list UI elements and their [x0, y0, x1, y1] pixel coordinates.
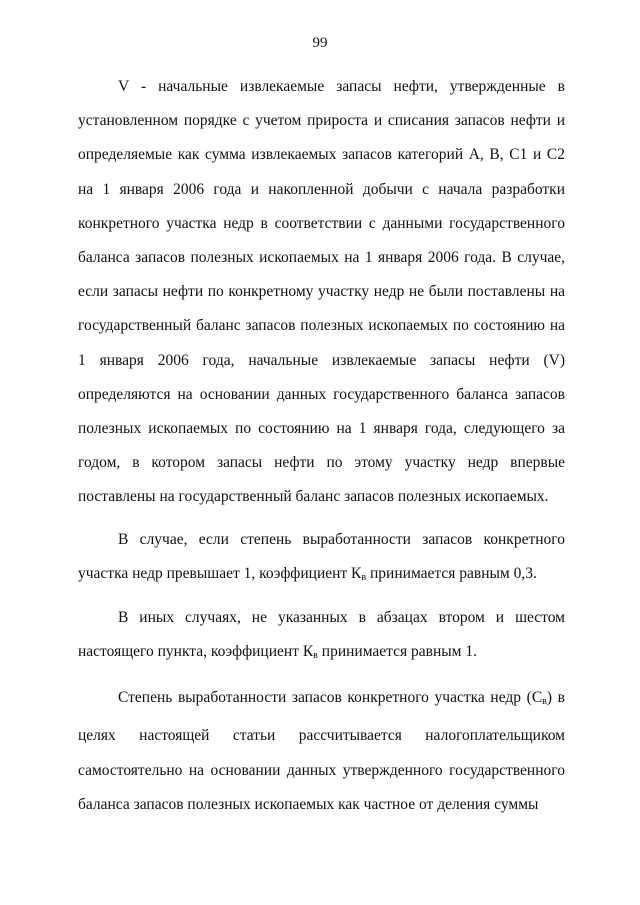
subscript-v: в	[542, 695, 547, 707]
page-number: 99	[312, 35, 328, 51]
paragraph-text: Степень выработанности запасов конкретного участка недр (С	[118, 688, 543, 706]
paragraph-depletion-degree	[78, 681, 565, 823]
subscript-v: в	[361, 571, 367, 583]
paragraph-text: В случае, если степень выработанности запасов конкретного участка недр превышает 1, коэффициент К	[78, 530, 565, 582]
paragraph-text: ) в целях настоящей статьи рассчитывается налогоплательщиком самостоятельно на основании данных утвержденного государственного баланса запасов полезных ископаемых как частное от деления суммы	[78, 688, 565, 814]
document-body	[78, 70, 565, 823]
paragraph-text: В иных случаях, не указанных в абзацах втором и шестом настоящего пункта, коэффициент К	[78, 608, 565, 660]
paragraph-other-cases	[78, 601, 565, 673]
paragraph-initial-reserves-definition: V - начальные извлекаемые запасы нефти, утвержденные в установленном порядке с учетом прироста и списания запасов нефти и определяемые как сумма извлекаемых запасов категорий А, В, С1 и С2 на 1 января 2006 года и накопленной добычи с начала разработки конкретного участка недр в соответствии с данными государственного баланса запасов полезных ископаемых на 1 января 2006 года. В случае, если запасы нефти по конкретному участку недр не были поставлены на государственный баланс запасов полезных ископаемых по состоянию на 1 января 2006 года, начальные извлекаемые запасы нефти (V) определяются на основании данных государственного баланса запасов полезных ископаемых по состоянию на 1 января года, следующего за годом, в котором запасы нефти по этому участку недр впервые поставлены на государственный баланс запасов полезных ископаемых.	[78, 78, 565, 506]
paragraph-depletion-over-one	[78, 523, 565, 595]
paragraph-text: принимается равным 1.	[317, 642, 477, 660]
paragraph-text: принимается равным 0,3.	[366, 564, 537, 582]
subscript-v: в	[313, 649, 318, 661]
